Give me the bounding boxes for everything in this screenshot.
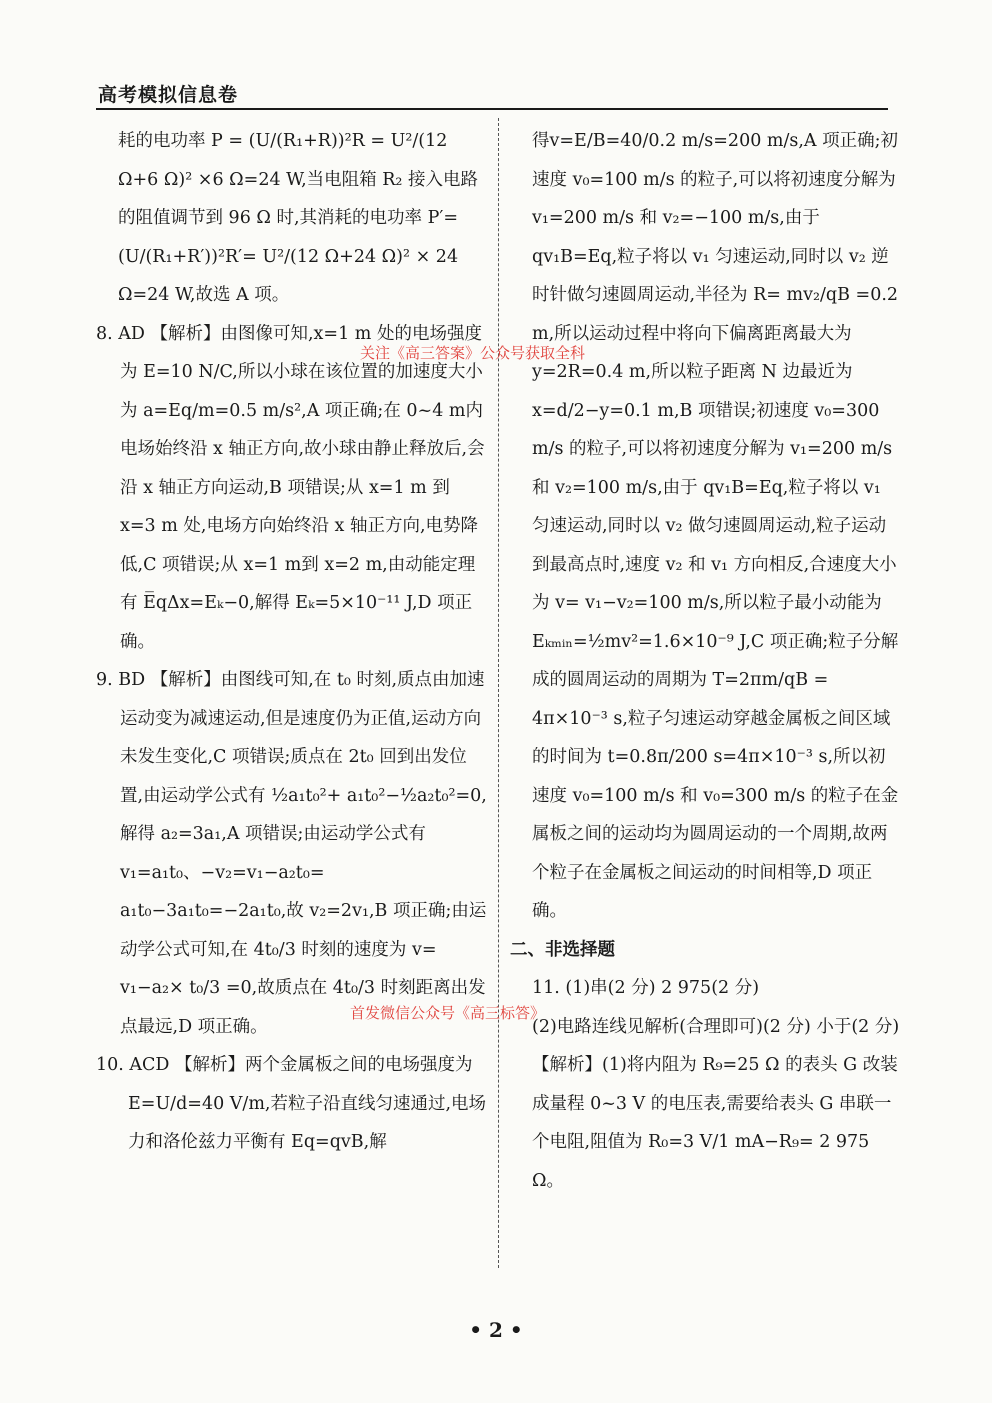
answer-q8: 8. AD 【解析】由图像可知,x=1 m 处的电场强度为 E=10 N/C,所以小球在该位置的加速度大小为 a=Eq/m=0.5 m/s²,A 项正确;在 0~4 m内电场始终沿 x 轴正方向,故小球由静止释放后,会沿 x 轴正方向运动,B 项错误;从 x=1 m 到 x=3 m 处,电场方向始终沿 x 轴正方向,电势降低,C 项错误;从 x=1 m到 x=2 m,由动能定理有 E̅qΔx=Eₖ−0,解得 Eₖ=5×10⁻¹¹ J,D 项正确。 [96, 323, 485, 652]
watermark-top: 关注《高三答案》公众号获取全科 [360, 344, 586, 362]
answer-q11-part2: (2)电路连线见解析(合理即可)(2 分) 小于(2 分) [532, 1016, 900, 1037]
answer-q11-analysis: 【解析】(1)将内阻为 R₉=25 Ω 的表头 G 改装成量程 0~3 V 的电压表,需要给表头 G 串联一个电阻,阻值为 R₀=3 V/1 mA−R₉= 2 975 Ω。 [532, 1055, 898, 1191]
answer-q10-continued: 得v=E/B=40/0.2 m/s=200 m/s,A 项正确;初速度 v₀=100 m/s 的粒子,可以将初速度分解为 v₁=200 m/s 和 v₂=−100 m/s,由于 qv₁B=Eq,粒子将以 v₁ 匀速运动,同时以 v₂ 逆时针做匀速圆周运动,半径为 R= mv₂/qB =0.2 m,所以运动过程中将向下偏离距离最大为 y=2R=0.4 m,所以粒子距离 N 边最近为 x=d/2−y=0.1 m,B 项错误;初速度 v₀=300 m/s 的粒子,可以将初速度分解为 v₁=200 m/s 和 v₂=100 m/s,由于 qv₁B=Eq,粒子将以 v₁ 匀速运动,同时以 v₂ 做匀速圆周运动,粒子运动到最高点时,速度 v₂ 和 v₁ 方向相反,合速度大小为 v= v₁−v₂=100 m/s,所以粒子最小动能为 Eₖₘᵢₙ=½mv²=1.6×10⁻⁹ J,C 项正确;粒子分解成的圆周运动的周期为 T=2πm/qB = 4π×10⁻³ s,粒子匀速运动穿越金属板之间区域的时间为 t=0.8π/200 s=4π×10⁻³ s,所以初速度 v₀=100 m/s 和 v₀=300 m/s 的粒子在金属板之间的运动均为圆周运动的一个周期,故两个粒子在金属板之间运动的时间相等,D 项正确。 [532, 131, 899, 921]
page-header-title: 高考模拟信息卷 [98, 84, 239, 106]
answer-q9: 9. BD 【解析】由图线可知,在 t₀ 时刻,质点由加速运动变为减速运动,但是速度仍为正值,运动方向未发生变化,C 项错误;质点在 2t₀ 回到出发位置,由运动学公式有 ½a₁t₀²+ a₁t₀²−½a₂t₀²=0,解得 a₂=3a₁,A 项错误;由运动学公式有 v₁=a₁t₀、−v₂=v₁−a₂t₀= a₁t₀−3a₁t₀=−2a₁t₀,故 v₂=2v₁,B 项正确;由运动学公式可知,在 4t₀/3 时刻的速度为 v= v₁−a₂× t₀/3 =0,故质点在 4t₀/3 时刻距离出发点最远,D 项正确。 [96, 670, 487, 1037]
right-column [510, 122, 902, 1200]
section-title: 二、非选择题 [510, 939, 615, 960]
answer-q7-continued: 耗的电功率 P = (U/(R₁+R))²R = U²/(12 Ω+6 Ω)² ×6 Ω=24 W,当电阻箱 R₂ 接入电路的阻值调节到 96 Ω 时,其消耗的电功率 P′=(U/(R₁+R′))²R′= U²/(12 Ω+24 Ω)² × 24 Ω=24 W,故选 A 项。 [118, 131, 478, 305]
answer-q11-scores: 11. (1)串(2 分) 2 975(2 分) [532, 978, 760, 998]
page-number: • 2 • [469, 1318, 523, 1342]
column-divider [498, 118, 499, 1268]
watermark-bottom: 首发微信公众号《高三标答》 [350, 1004, 546, 1022]
header-rule [96, 108, 888, 110]
answer-q10: 10. ACD 【解析】两个金属板之间的电场强度为 E=U/d=40 V/m,若粒子沿直线匀速通过,电场力和洛伦兹力平衡有 Eq=qvB,解 [96, 1055, 487, 1152]
